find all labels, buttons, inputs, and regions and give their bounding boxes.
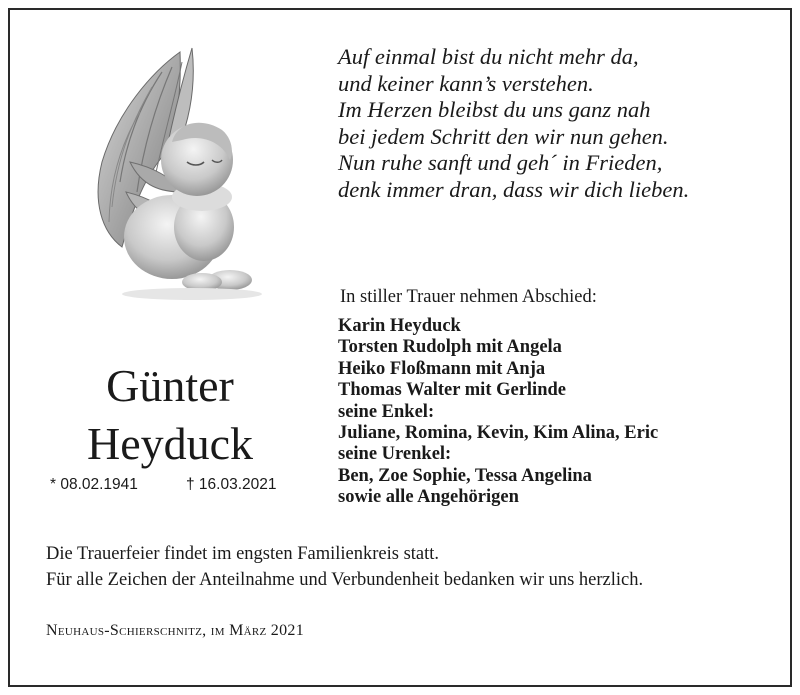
sleeping-angel-icon (62, 42, 262, 304)
poem-line: bei jedem Schritt den wir nun gehen. (338, 123, 669, 149)
poem-line: Im Herzen bleibst du uns ganz nah (338, 97, 651, 122)
mourner-line: Juliane, Romina, Kevin, Kim Alina, Eric (338, 423, 659, 444)
deceased-first-name: Günter (106, 360, 234, 411)
mourner-line: seine Urenkel: (338, 444, 452, 465)
mourner-line: sowie alle Angehörigen (338, 487, 519, 508)
mourner-line: Torsten Rudolph mit Angela (338, 337, 562, 358)
mourner-line: Thomas Walter mit Gerlinde (338, 380, 566, 401)
mourner-line: Karin Heyduck (338, 316, 461, 336)
mourner-line: Heiko Floßmann mit Anja (338, 358, 546, 379)
notice-line: Für alle Zeichen der Anteilnahme und Verbundenheit bedanken wir uns herzlich. (46, 570, 644, 590)
place-and-date: Neuhaus-Schierschnitz, im März 2021 (46, 622, 305, 639)
mourner-line: Ben, Zoe Sophie, Tessa Angelina (338, 465, 592, 486)
mourners-list (338, 316, 658, 509)
notice-line: Die Trauerfeier findet im engsten Familienkreis statt. (46, 544, 440, 564)
deceased-last-name: Heyduck (86, 418, 254, 469)
mourner-line: seine Enkel: (338, 401, 435, 422)
funeral-notice (46, 541, 643, 593)
birth-date: * 08.02.1941 (50, 476, 138, 493)
poem-line: und keiner kann’s verstehen. (338, 70, 594, 96)
mourning-intro: In stiller Trauer nehmen Abschied: (340, 287, 597, 307)
poem-line: Auf einmal bist du nicht mehr da, (338, 44, 639, 69)
poem-line: Nun ruhe sanft und geh´ in Frieden, (338, 150, 663, 175)
poem (338, 44, 788, 203)
poem-line: denk immer dran, dass wir dich lieben. (338, 176, 690, 202)
death-date: † 16.03.2021 (186, 476, 277, 493)
